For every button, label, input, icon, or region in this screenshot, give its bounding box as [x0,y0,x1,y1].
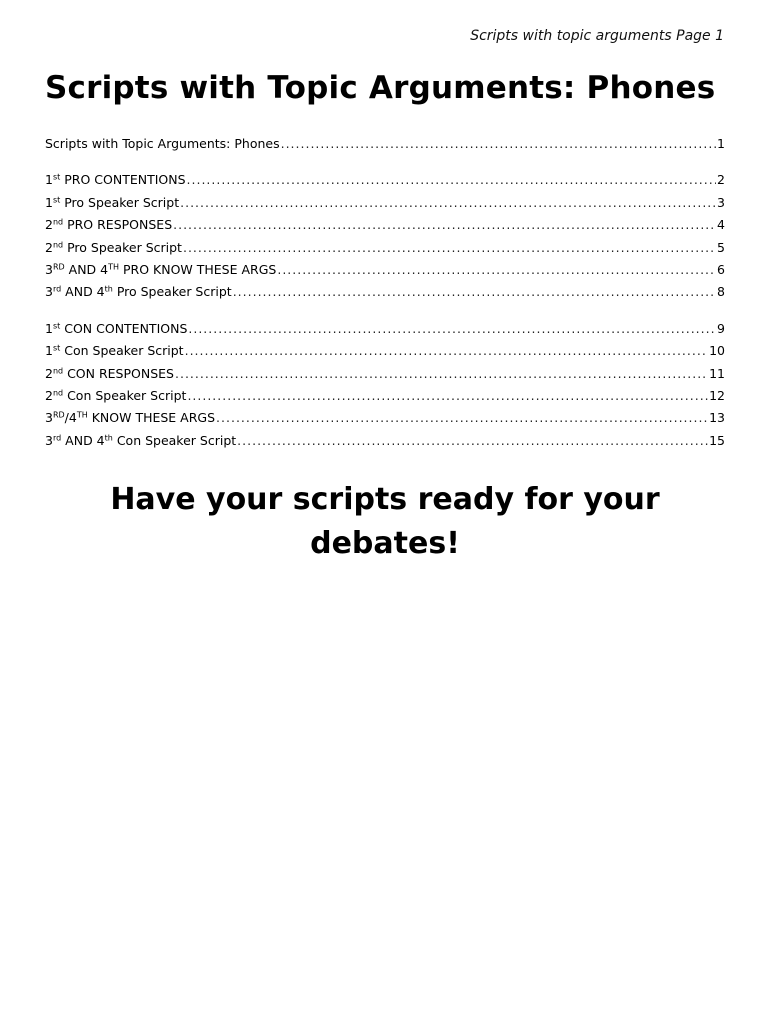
toc-entry[interactable] [45,133,725,155]
closing-message [0,478,770,566]
toc-entry[interactable] [45,192,725,214]
toc-page-number: 3 [717,194,725,210]
toc-entry[interactable] [45,407,725,429]
toc-leader-dots [216,407,708,429]
toc-entry[interactable] [45,281,725,303]
toc-entry-label: 1st CON CONTENTIONS [45,320,188,336]
toc-group-intro [45,133,725,155]
toc-page-number: 8 [717,284,725,300]
toc-entry-label: 3rd AND 4th Pro Speaker Script [45,284,232,300]
toc-entry-label: 1st Con Speaker Script [45,343,184,359]
toc-leader-dots [188,318,716,340]
toc-page-number: 11 [709,365,725,381]
toc-page-number: 12 [709,387,725,403]
toc-page-number: 4 [717,217,725,233]
toc-page-number: 2 [717,172,725,188]
toc-entry-label: 3RD AND 4TH PRO KNOW THESE ARGS [45,261,277,277]
toc-entry-label: 2nd PRO RESPONSES [45,217,173,233]
toc-leader-dots [180,192,716,214]
toc-leader-dots [233,281,716,303]
toc-leader-dots [187,385,708,407]
toc-entry-label: 2nd Pro Speaker Script [45,239,182,255]
toc-leader-dots [187,169,717,191]
toc-entry[interactable] [45,340,725,362]
page-header: Scripts with topic arguments Page 1 [470,28,724,44]
toc-entry-label: Scripts with Topic Arguments: Phones [45,136,280,151]
toc-entry-label: 1st PRO CONTENTIONS [45,172,186,188]
toc-entry[interactable] [45,363,725,385]
toc-page-number: 1 [717,136,725,151]
toc-entry-label: 3RD/4TH KNOW THESE ARGS [45,410,216,426]
document-title: Scripts with Topic Arguments: Phones [45,70,716,106]
toc-page-number: 13 [709,410,725,426]
toc-page-number: 15 [709,432,725,448]
toc-entry[interactable] [45,169,725,191]
toc-leader-dots [183,237,716,259]
toc-leader-dots [175,363,708,385]
toc-entry[interactable] [45,430,725,452]
toc-entry-label: 1st Pro Speaker Script [45,194,180,210]
toc-leader-dots [277,259,716,281]
toc-page-number: 10 [709,343,725,359]
toc-entry-label: 2nd CON RESPONSES [45,365,174,381]
toc-page-number: 6 [717,261,725,277]
toc-leader-dots [237,430,708,452]
toc-page-number: 5 [717,239,725,255]
toc-group-pro [45,169,725,303]
toc-page-number: 9 [717,320,725,336]
toc-entry[interactable] [45,237,725,259]
toc-leader-dots [281,133,716,155]
toc-entry[interactable] [45,214,725,236]
toc-leader-dots [185,340,709,362]
toc-entry[interactable] [45,385,725,407]
closing-message-line: Have your scripts ready for your [110,482,660,517]
table-of-contents [45,133,725,452]
toc-entry[interactable] [45,259,725,281]
toc-group-con [45,318,725,452]
toc-entry-label: 2nd Con Speaker Script [45,387,187,403]
closing-message-line: debates! [310,526,460,561]
toc-entry[interactable] [45,318,725,340]
toc-leader-dots [173,214,716,236]
toc-entry-label: 3rd AND 4th Con Speaker Script [45,432,237,448]
